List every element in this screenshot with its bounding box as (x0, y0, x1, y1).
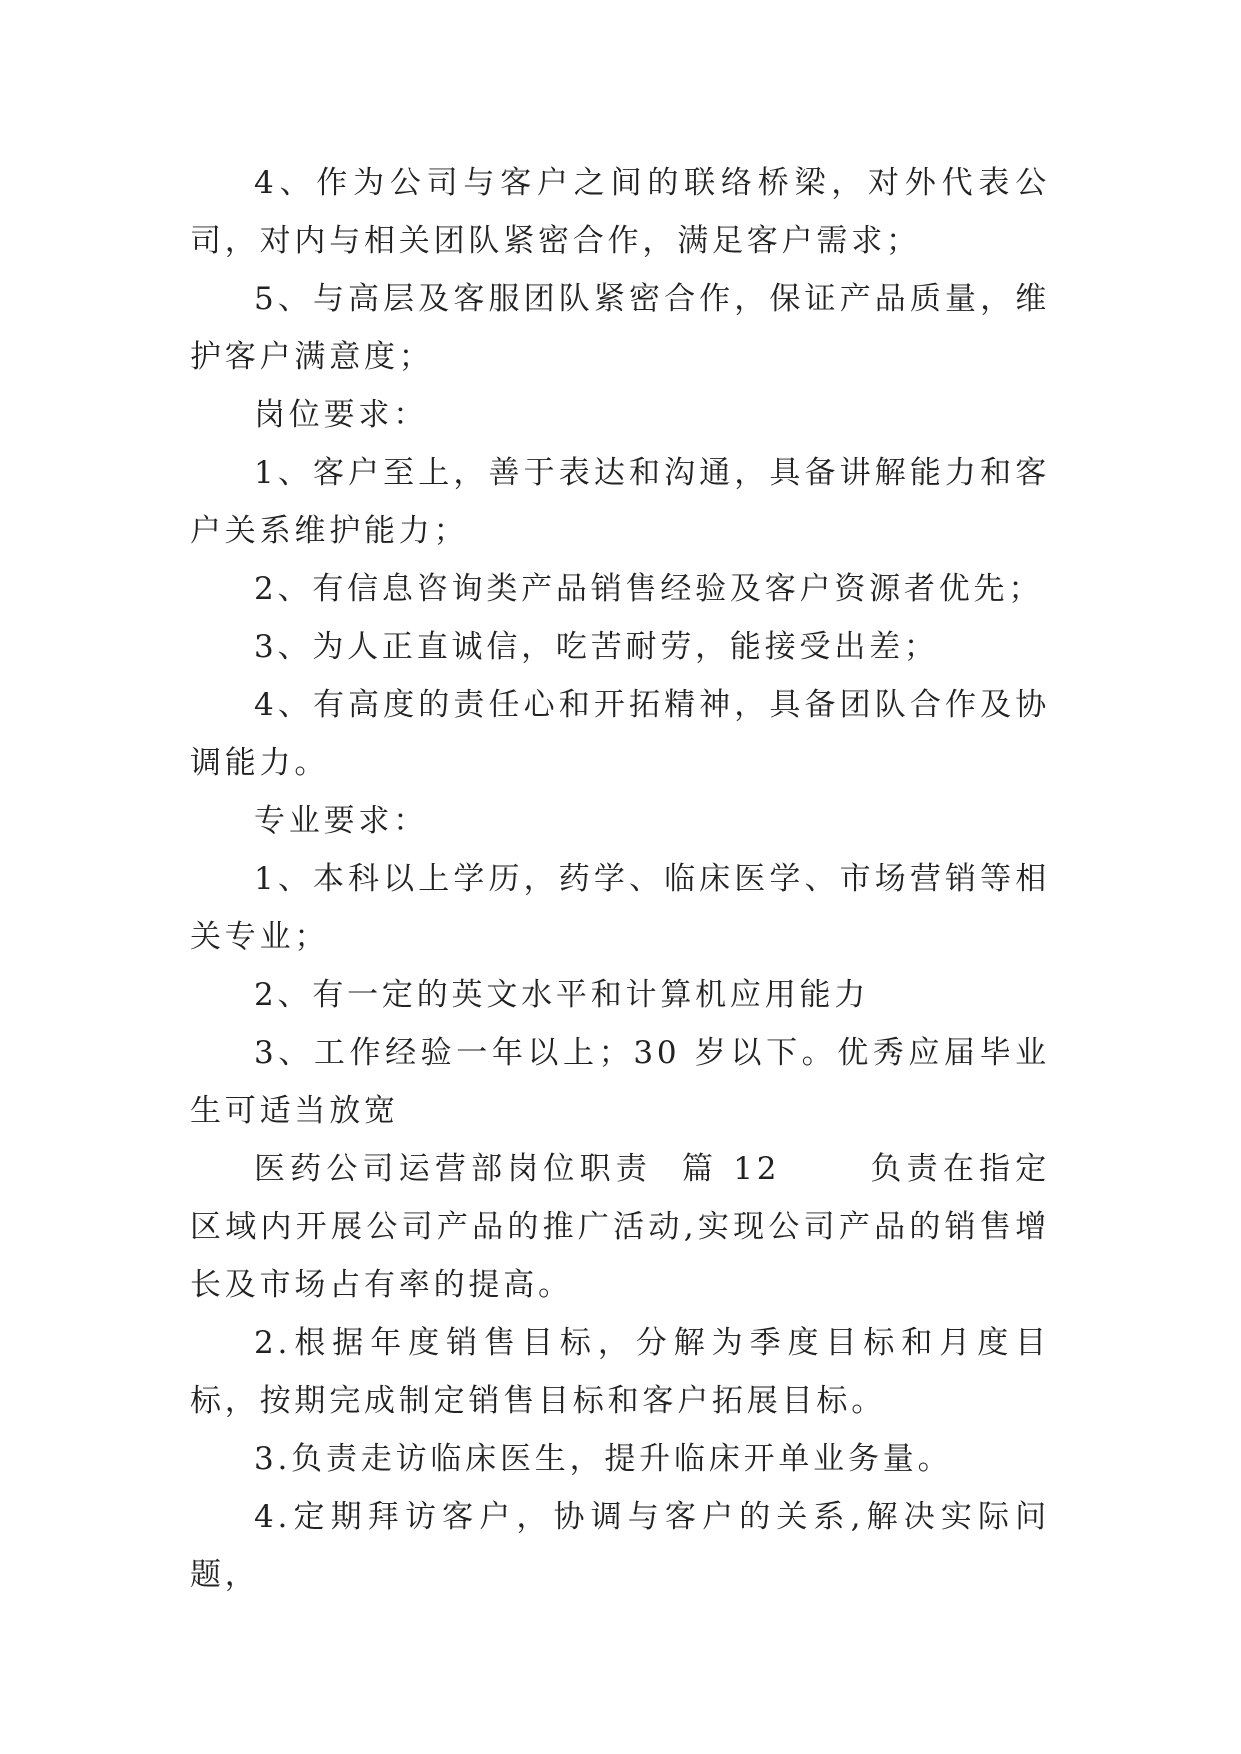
paragraph-professional-1: 1、本科以上学历，药学、临床医学、市场营销等相关专业； (190, 861, 1050, 955)
heading-job-requirements: 岗位要求： (254, 397, 428, 433)
paragraph-duty-4: 4、作为公司与客户之间的联络桥梁，对外代表公司，对内与相关团队紧密合作，满足客户需求； (190, 165, 1050, 259)
paragraph-section-12-item-4: 4.定期拜访客户，协调与客户的关系,解决实际问题， (190, 1499, 1050, 1593)
document-body (190, 154, 1050, 1604)
heading-professional-requirements: 专业要求： (254, 803, 428, 839)
paragraph-requirement-3: 3、为人正直诚信，吃苦耐劳，能接受出差； (254, 629, 939, 665)
paragraph-professional-3: 3、工作经验一年以上；30 岁以下。优秀应届毕业生可适当放宽 (190, 1035, 1050, 1129)
paragraph-section-12-intro: 医药公司运营部岗位职责 篇 12 负责在指定区域内开展公司产品的推广活动,实现公司产品的销售增长及市场占有率的提高。 (190, 1151, 1050, 1303)
paragraph-section-12-item-3: 3.负责走访临床医生，提升临床开单业务量。 (254, 1441, 953, 1477)
paragraph-requirement-4: 4、有高度的责任心和开拓精神，具备团队合作及协调能力。 (190, 687, 1050, 781)
paragraph-requirement-2: 2、有信息咨询类产品销售经验及客户资源者优先； (254, 571, 1044, 607)
paragraph-professional-2: 2、有一定的英文水平和计算机应用能力 (254, 977, 870, 1013)
paragraph-section-12-item-2: 2.根据年度销售目标，分解为季度目标和月度目标，按期完成制定销售目标和客户拓展目标。 (190, 1325, 1050, 1419)
paragraph-duty-5: 5、与高层及客服团队紧密合作，保证产品质量，维护客户满意度； (190, 281, 1050, 375)
paragraph-requirement-1: 1、客户至上，善于表达和沟通，具备讲解能力和客户关系维护能力； (190, 455, 1050, 549)
